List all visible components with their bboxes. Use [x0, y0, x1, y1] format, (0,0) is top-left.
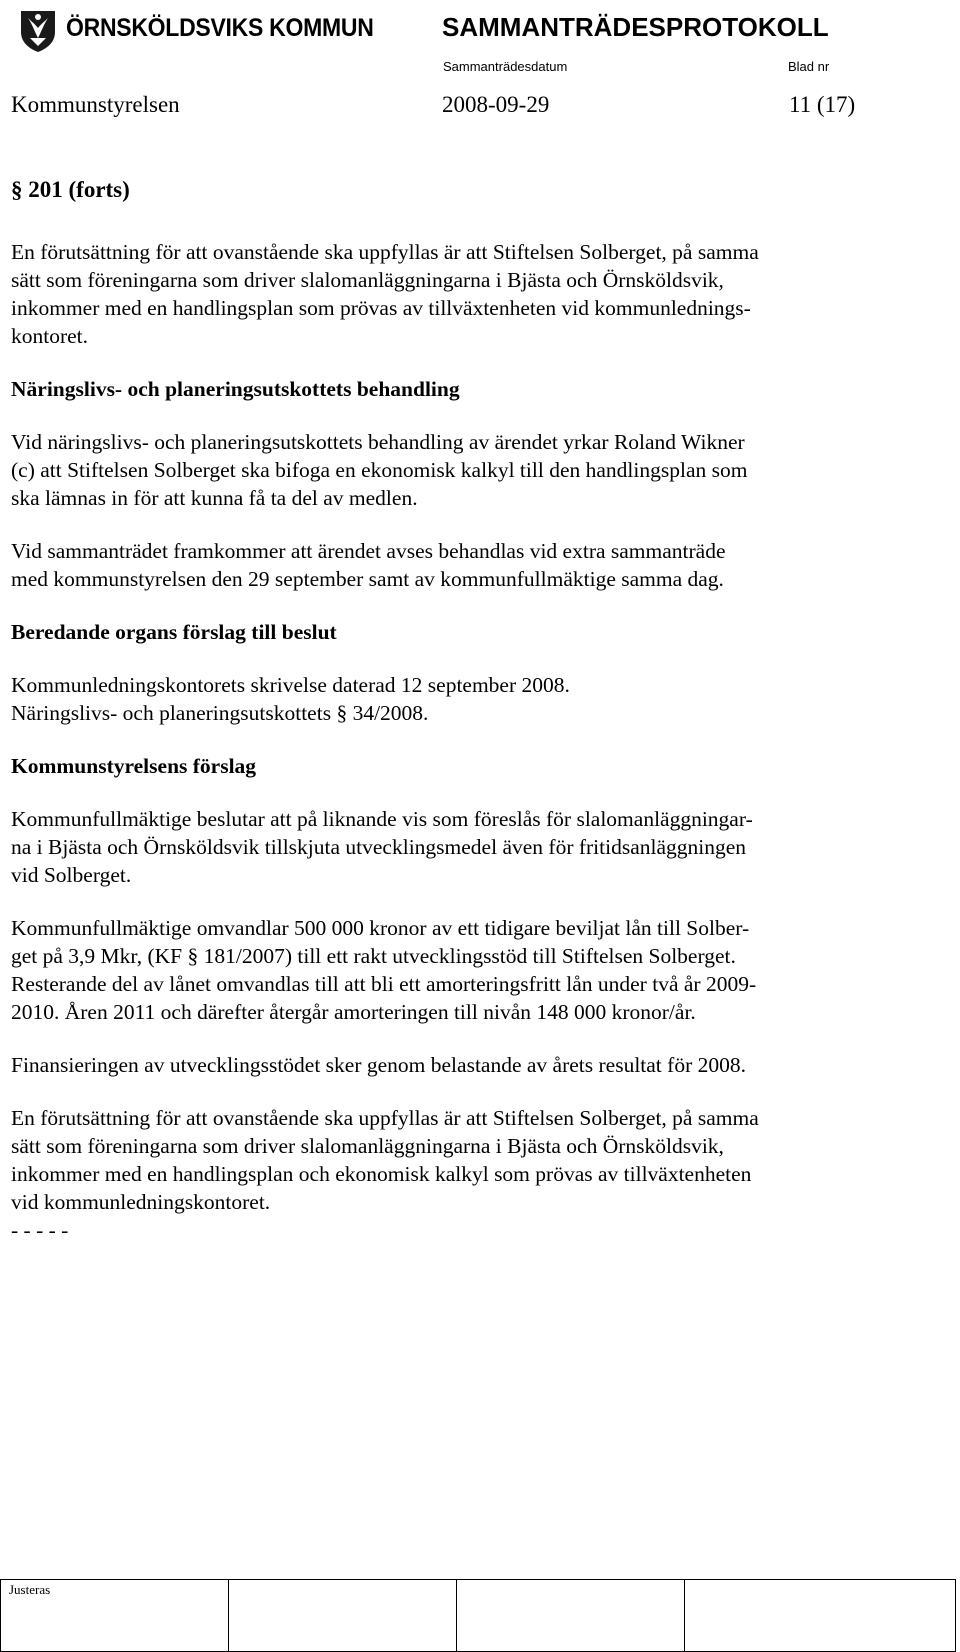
organization-name: ÖRNSKÖLDSVIKS KOMMUN — [66, 14, 374, 42]
intro-paragraph — [11, 238, 941, 350]
text-line: Vid sammanträdet framkommer att ärendet avses behandlas vid extra sammanträde — [11, 539, 726, 563]
text-line: Näringslivs- och planeringsutskottets § 34/2008. — [11, 701, 429, 725]
signature-cell — [457, 1580, 685, 1652]
text-line: (c) att Stiftelsen Solberget ska bifoga en ekonomisk kalkyl till den handlingsplan som — [11, 458, 748, 482]
document-type: SAMMANTRÄDESPROTOKOLL — [442, 12, 829, 42]
meeting-date: 2008-09-29 — [442, 92, 550, 117]
heading-committee-handling: Näringslivs- och planeringsutskottets behandling — [11, 377, 460, 401]
justeras-label: Justeras — [9, 1582, 51, 1597]
paragraph-proposal-2 — [11, 914, 941, 1026]
meeting-date-label: Sammanträdesdatum — [443, 59, 568, 74]
section-title: § 201 (forts) — [11, 177, 130, 202]
text-line: sätt som föreningarna som driver slalomanläggningarna i Bjästa och Örnsköldsvik, — [11, 268, 724, 292]
text-line: Kommunledningskontorets skrivelse daterad 12 september 2008. — [11, 673, 570, 697]
paragraph-committee-handling — [11, 428, 941, 512]
protocol-body — [11, 176, 941, 1244]
text-line: En förutsättning för att ovanstående ska uppfyllas är att Stiftelsen Solberget, på samma — [11, 1106, 759, 1130]
text-line: 2010. Åren 2011 och därefter återgår amorteringen till nivån 148 000 kronor/år. — [11, 1000, 696, 1024]
text-line: vid Solberget. — [11, 863, 132, 887]
text-line: inkommer med en handlingsplan som prövas av tillväxtenheten vid kommunlednings- — [11, 296, 751, 320]
text-line: Kommunfullmäktige beslutar att på liknande vis som föreslås för slalomanläggningar- — [11, 807, 753, 831]
paragraph-precondition — [11, 1104, 941, 1216]
text-line: Vid näringslivs- och planeringsutskottets behandling av ärendet yrkar Roland Wikner — [11, 430, 745, 454]
signature-cell — [1, 1580, 229, 1652]
text-line: kontoret. — [11, 324, 89, 348]
page-number-label: Blad nr — [788, 59, 830, 74]
heading-board-proposal: Kommunstyrelsens förslag — [11, 754, 257, 778]
text-line: Resterande del av lånet omvandlas till att bli ett amorteringsfritt lån under två år 2009- — [11, 972, 757, 996]
text-line: get på 3,9 Mkr, (KF § 181/2007) till ett rakt utvecklingsstöd till Stiftelsen Solberget. — [11, 944, 736, 968]
signature-cell — [685, 1580, 956, 1652]
page-number: 11 (17) — [789, 92, 856, 117]
paragraph-proposal-1 — [11, 805, 941, 889]
text-line: Finansieringen av utvecklingsstödet sker genom belastande av årets resultat för 2008. — [11, 1053, 746, 1077]
governing-body: Kommunstyrelsen — [11, 92, 180, 117]
signature-cell — [229, 1580, 457, 1652]
text-line: En förutsättning för att ovanstående ska uppfyllas är att Stiftelsen Solberget, på samma — [11, 240, 759, 264]
text-line: ska lämnas in för att kunna få ta del av medlen. — [11, 486, 418, 510]
text-line: vid kommunledningskontoret. — [11, 1190, 271, 1214]
paragraph-financing — [11, 1051, 941, 1079]
signature-table — [0, 1579, 956, 1652]
paragraph-preparatory-proposal — [11, 671, 941, 727]
text-line: med kommunstyrelsen den 29 september samt av kommunfullmäktige samma dag. — [11, 567, 724, 591]
text-line: Kommunfullmäktige omvandlar 500 000 kronor av ett tidigare beviljat lån till Solber- — [11, 916, 750, 940]
text-line: inkommer med en handlingsplan och ekonomisk kalkyl som prövas av tillväxtenheten — [11, 1162, 752, 1186]
heading-preparatory-proposal: Beredande organs förslag till beslut — [11, 620, 337, 644]
text-line: sätt som föreningarna som driver slalomanläggningarna i Bjästa och Örnsköldsvik, — [11, 1134, 724, 1158]
municipal-crest-logo — [18, 8, 58, 54]
text-line: na i Bjästa och Örnsköldsvik tillskjuta utvecklingsmedel även för fritidsanläggningen — [11, 835, 747, 859]
end-marker: - - - - - — [11, 1218, 69, 1242]
paragraph-meeting-note — [11, 537, 941, 593]
